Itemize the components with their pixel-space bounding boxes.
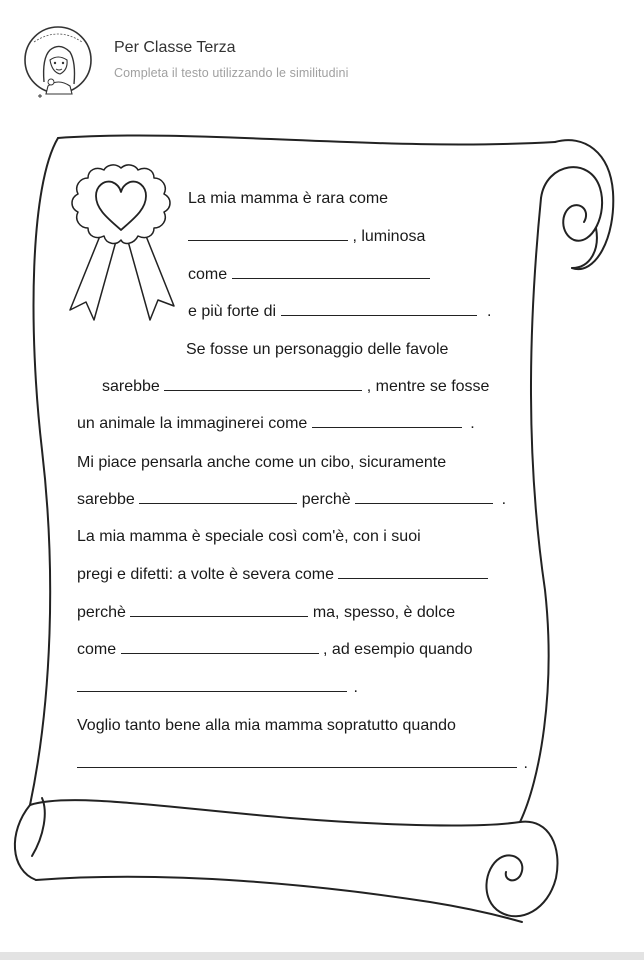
text-line: [77, 754, 528, 774]
answer-blank[interactable]: [164, 378, 362, 391]
text-fragment: perchè: [77, 604, 126, 621]
text-fragment: e più forte di: [188, 303, 277, 320]
answer-blank[interactable]: [188, 228, 348, 241]
bottom-edge: [0, 952, 644, 960]
text-fragment: sarebbe: [77, 491, 135, 508]
page-title: Per Classe Terza: [114, 39, 236, 56]
answer-blank[interactable]: [77, 679, 347, 692]
text-line: [77, 527, 421, 547]
text-fragment: Se fosse un personaggio delle favole: [186, 341, 449, 358]
heart-ribbon-rosette-icon: [66, 160, 176, 336]
text-line: [77, 490, 506, 510]
text-fragment: sarebbe: [102, 378, 160, 395]
text-line: [77, 414, 475, 434]
text-fragment: La mia mamma è speciale così com'è, con i suoi: [77, 528, 421, 545]
text-fragment: , ad esempio quando: [323, 641, 473, 658]
text-fragment: La mia mamma è rara come: [188, 190, 389, 207]
answer-blank[interactable]: [312, 415, 462, 428]
text-line: [77, 640, 472, 660]
period: .: [486, 303, 492, 320]
text-line: [188, 302, 491, 322]
text-line: [77, 716, 456, 736]
period: .: [470, 415, 475, 432]
text-line: [77, 565, 488, 585]
text-fragment: come: [188, 266, 228, 283]
text-fragment: come: [77, 641, 117, 658]
text-line: [77, 603, 455, 623]
answer-blank[interactable]: [355, 491, 493, 504]
text-fragment: , luminosa: [352, 228, 426, 245]
text-fragment: pregi e difetti: a volte è severa come: [77, 566, 335, 583]
answer-blank[interactable]: [130, 604, 308, 617]
text-line: [102, 377, 489, 397]
period: .: [523, 755, 528, 772]
text-line: [186, 340, 448, 360]
text-line: [188, 265, 430, 285]
answer-blank[interactable]: [139, 491, 297, 504]
answer-blank[interactable]: [281, 303, 477, 316]
answer-blank[interactable]: [338, 566, 488, 579]
text-line: [188, 189, 388, 209]
text-fragment: un animale la immaginerei come: [77, 415, 308, 432]
answer-blank[interactable]: [121, 641, 319, 654]
text-line: [188, 227, 425, 247]
answer-blank[interactable]: [77, 755, 517, 768]
text-fragment: Voglio tanto bene alla mia mamma sopratutto quando: [77, 717, 456, 734]
text-fragment: , mentre se fosse: [366, 378, 490, 395]
text-line: [77, 678, 358, 698]
period: .: [501, 491, 507, 508]
text-fragment: Mi piace pensarla anche come un cibo, sicuramente: [77, 454, 447, 471]
text-line: [77, 453, 446, 473]
text-fragment: perchè: [301, 491, 351, 508]
answer-blank[interactable]: [232, 266, 430, 279]
period: .: [353, 679, 358, 696]
text-fragment: ma, spesso, è dolce: [312, 604, 456, 621]
page-subtitle: Completa il testo utilizzando le similitudini: [114, 66, 349, 80]
